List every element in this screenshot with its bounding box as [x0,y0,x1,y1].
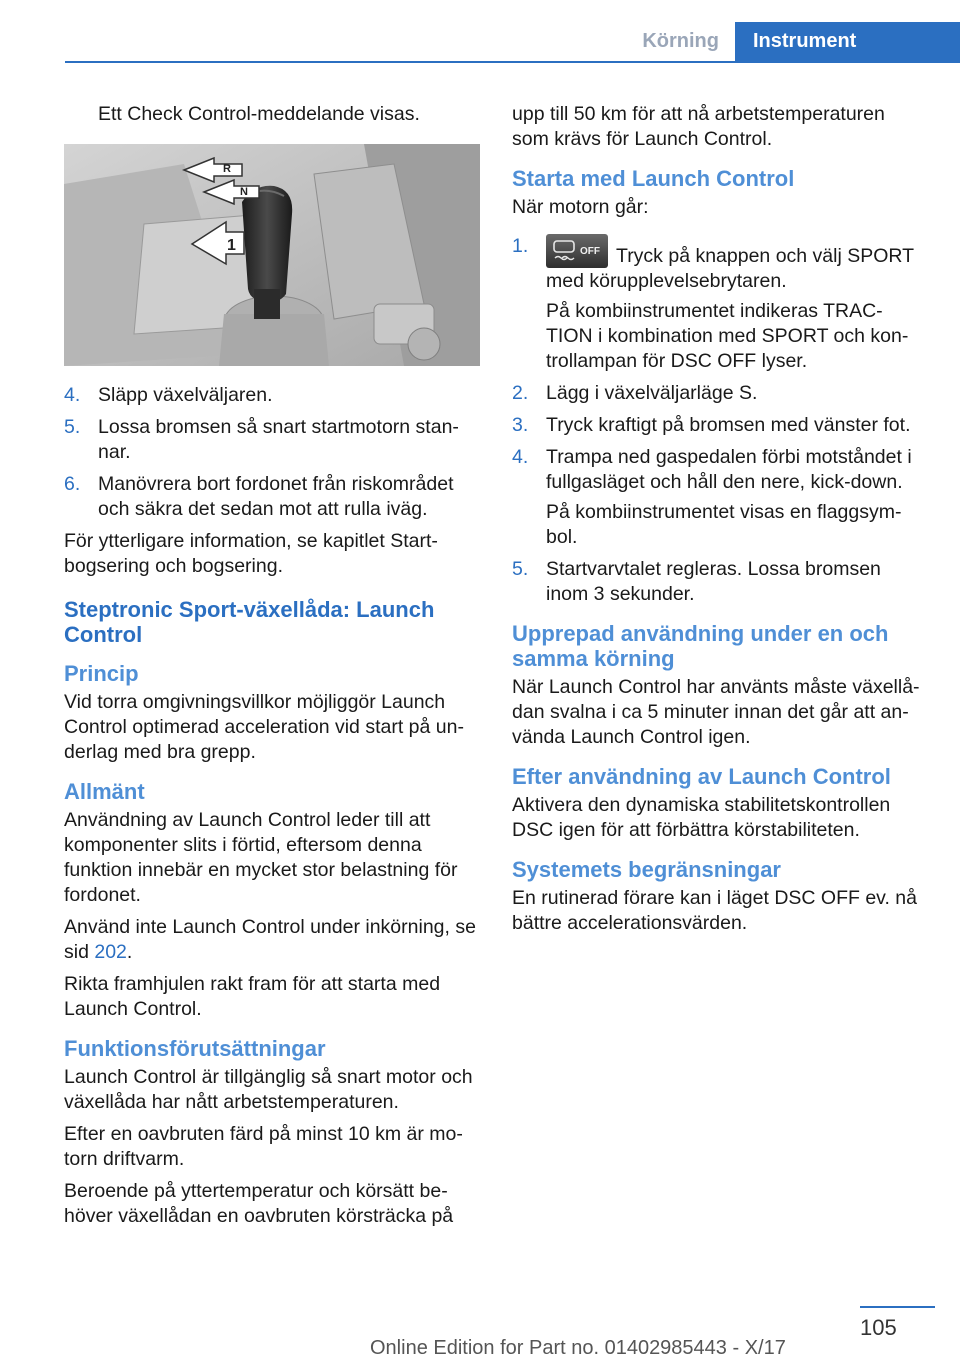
step-text: Manövrera bort fordonet från riskområdet och säkra det sedan mot att rulla iväg. [98,473,454,520]
label-r: R [223,163,231,175]
step-1-note: På kombiinstrumentet indikeras TRAC-TION i kombination med SPORT och kon-trollampan för DSC OFF lyser. [546,300,909,372]
list-item [512,557,926,607]
release-steps [64,383,480,522]
page-header [642,22,960,62]
list-item [512,381,926,406]
step-text: Lossa bromsen så snart startmotorn stan-nar. [98,416,459,463]
intro-text: Ett Check Control-meddelande visas. [98,103,420,125]
heading-funktionsforutsattningar: Funktionsförutsättningar [64,1036,326,1061]
list-item [64,383,480,408]
label-1: 1 [227,237,236,254]
heading-princip: Princip [64,661,139,686]
gear-selector-illustration [64,144,480,366]
allmant-text-3: Rikta framhjulen rakt fram för att starta med Launch Control. [64,973,441,1020]
launch-steps-cont [512,381,926,495]
page-number: 105 [860,1315,897,1340]
edition-note: Online Edition for Part no. 01402985443 - X/17 [370,1337,786,1359]
funk-text-1: Launch Control är tillgänglig så snart motor och växellåda har nått arbetstemperaturen. [64,1066,473,1113]
step-number: 3. [512,414,529,436]
step-text-wrap [546,234,926,294]
step-text: Lägg i växelväljarläge S. [546,382,758,404]
label-n: N [240,186,248,198]
step-text: Släpp växelväljaren. [98,384,273,406]
more-info-text: För ytterligare information, se kapitlet Start-bogsering och bogsering. [64,530,438,577]
step-text: Trampa ned gaspedalen förbi motståndet i fullgasläget och håll den nere, kick-down. [546,446,912,493]
chapter-tab: Instrument [735,22,960,62]
step-number: 5. [512,558,529,580]
left-column [64,102,480,1236]
allmant-text-2 [64,915,480,965]
step-number: 2. [512,382,529,404]
step-4-note: På kombiinstrumentet visas en flaggsym-bol. [546,501,902,548]
heading-launch-control: Steptronic Sport-växellåda: Launch Control [64,597,435,647]
list-item [512,234,926,294]
page-link-202[interactable]: 202 [94,941,127,963]
funk-text-2: Efter en oavbruten färd på minst 10 km är mo-torn driftvarm. [64,1123,463,1170]
step-text: Tryck kraftigt på bromsen med vänster fot. [546,414,911,436]
list-item [64,415,480,465]
system-text: En rutinerad förare kan i läget DSC OFF ev. nå bättre accelerationsvärden. [512,887,917,934]
heading-efter: Efter användning av Launch Control [512,764,891,789]
continued-text: upp till 50 km för att nå arbetstemperaturen som krävs för Launch Control. [512,103,885,150]
dsc-off-button-icon [546,234,608,268]
step-text: Tryck på knappen och välj SPORT med körupplevelsebrytaren. [546,245,914,292]
heading-upprepad: Upprepad användning under en och samma körning [512,621,889,671]
section-title: Körning [642,30,719,52]
upprepad-text: När Launch Control har använts måste växellå-dan svalna i ca 5 minuter innan det går att an-vända Launch Control igen. [512,676,920,748]
footer-rule [860,1306,935,1308]
princip-text: Vid torra omgivningsvillkor möjliggör Launch Control optimerad acceleration vid start på un-derlag med bra grepp. [64,691,464,763]
step-number: 6. [64,473,81,495]
step-number: 1. [512,235,529,257]
list-item [512,445,926,495]
heading-starta: Starta med Launch Control [512,166,795,191]
dsc-off-label: OFF [580,246,600,257]
header-rule [65,61,960,63]
efter-text: Aktivera den dynamiska stabilitetskontrollen DSC igen för att förbättra körstabiliteten. [512,794,891,841]
heading-systemets-begransningar: Systemets begränsningar [512,857,781,882]
allmant-text-2-post: . [126,941,133,963]
launch-steps [512,234,926,294]
step-number: 4. [64,384,81,406]
right-column [512,102,926,943]
list-item [64,472,480,522]
heading-allmant: Allmänt [64,779,145,804]
list-item [512,413,926,438]
step-number: 4. [512,446,529,468]
launch-steps-end [512,557,926,607]
allmant-text-1: Användning av Launch Control leder till att komponenter slits i förtid, eftersom denna funktion innebär en mycket stor belastning för fordonet. [64,809,458,906]
allmant-text-2-pre: Använd inte Launch Control under inkörning, se sid [64,916,476,963]
step-number: 5. [64,416,81,438]
starta-text: När motorn går: [512,196,649,218]
funk-text-3: Beroende på yttertemperatur och körsätt be-höver växellådan en oavbruten körsträcka på [64,1180,454,1227]
step-text: Startvarvtalet regleras. Lossa bromsen inom 3 sekunder. [546,558,881,605]
